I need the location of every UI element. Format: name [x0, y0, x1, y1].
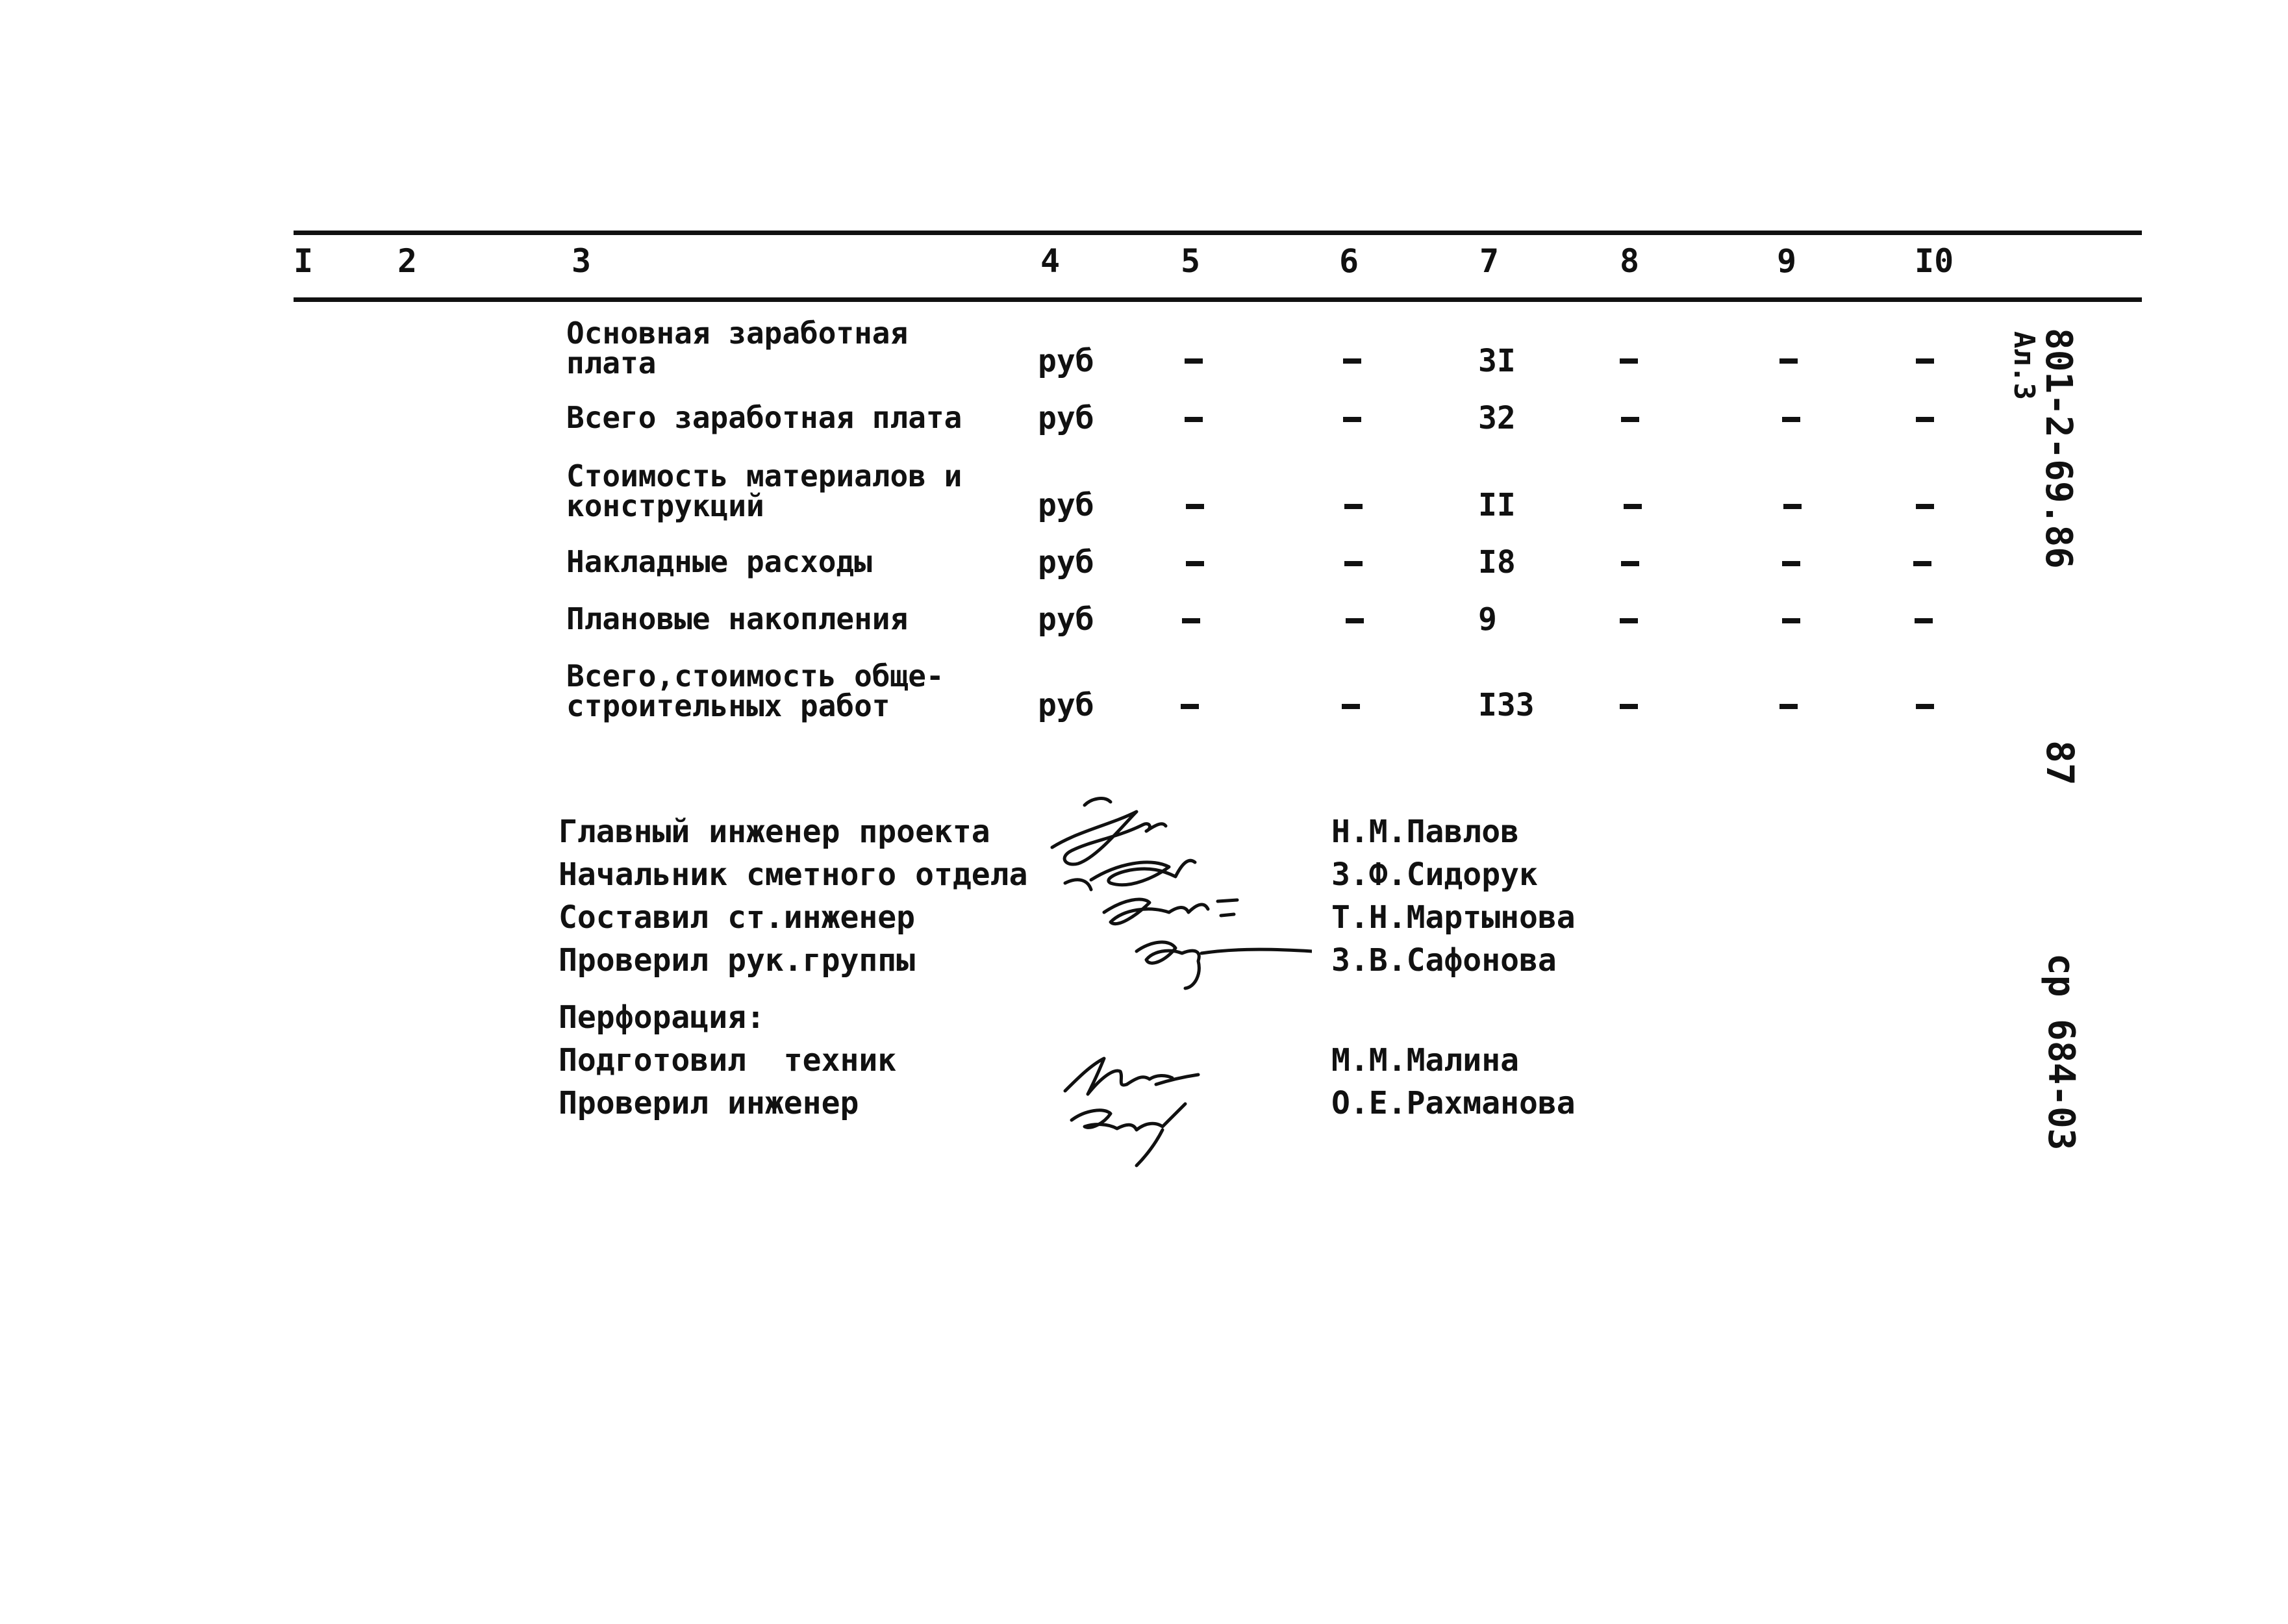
column-header-5: 5 — [1181, 242, 1201, 280]
row-c7-value: 3I — [1478, 343, 1516, 379]
signature-name: Т.Н.Мартынова — [1331, 899, 1576, 936]
handwritten-signatures-upper — [1039, 786, 1312, 1000]
row-c8-dash — [1621, 561, 1639, 566]
handwritten-signatures-lower — [1059, 1039, 1253, 1175]
margin-sheet-code: ср 684-03 — [2040, 953, 2082, 1151]
row-c6-dash — [1344, 561, 1363, 566]
row-label: Стоимость материалов и конструкций — [566, 458, 962, 523]
row-c9-dash — [1782, 417, 1800, 422]
column-header-7: 7 — [1479, 242, 1500, 280]
row-c9-dash — [1782, 561, 1800, 566]
row-c5-dash — [1185, 358, 1203, 364]
margin-page-number: 87 — [2038, 740, 2082, 786]
row-c5-dash — [1186, 504, 1204, 509]
signature-role: Начальник сметного отдела — [559, 856, 1028, 893]
row-label: Накладные расходы — [566, 544, 872, 579]
column-header-3: 3 — [572, 242, 592, 280]
perforation-title: Перфорация: — [559, 999, 765, 1036]
row-c9-dash — [1779, 704, 1798, 709]
row-c7-value: 32 — [1478, 400, 1516, 436]
row-c6-dash — [1343, 358, 1361, 364]
row-c5-dash — [1181, 704, 1199, 709]
row-c10-dash — [1913, 561, 1931, 566]
row-c5-dash — [1182, 618, 1200, 623]
row-c10-dash — [1915, 618, 1933, 623]
signature-name: О.Е.Рахманова — [1331, 1085, 1576, 1121]
row-c9-dash — [1783, 504, 1802, 509]
column-header-9: 9 — [1777, 242, 1797, 280]
row-c7-value: II — [1478, 487, 1516, 523]
column-header-4: 4 — [1040, 242, 1061, 280]
row-label: Всего заработная плата — [566, 400, 962, 435]
row-c7-value: I8 — [1478, 544, 1516, 581]
row-c8-dash — [1620, 358, 1638, 364]
row-unit: руб — [1038, 687, 1094, 723]
row-c9-dash — [1782, 618, 1800, 623]
row-unit: руб — [1038, 343, 1094, 379]
row-c5-dash — [1186, 561, 1204, 566]
margin-document-code: 801-2-69.86 — [2037, 328, 2080, 569]
signature-name: М.М.Малина — [1331, 1042, 1519, 1079]
signature-role: Составил ст.инженер — [559, 899, 916, 936]
row-c6-dash — [1342, 704, 1360, 709]
row-label: Основная заработная плата — [566, 316, 909, 381]
row-label: Плановые накопления — [566, 601, 909, 636]
margin-album-number: Ал.3 — [2007, 331, 2041, 400]
column-header-10: I0 — [1915, 242, 1954, 280]
table-top-rule — [294, 231, 2142, 235]
row-c5-dash — [1185, 417, 1203, 422]
row-unit: руб — [1038, 487, 1094, 523]
row-unit: руб — [1038, 544, 1094, 581]
signature-role: Подготовил техник — [559, 1042, 897, 1079]
column-header-2: 2 — [397, 242, 418, 280]
signature-name: Н.М.Павлов — [1331, 814, 1519, 850]
row-c6-dash — [1344, 504, 1363, 509]
row-c9-dash — [1779, 358, 1798, 364]
column-header-6: 6 — [1339, 242, 1359, 280]
row-label: Всего,стоимость обще- строительных работ — [566, 658, 944, 723]
row-c8-dash — [1621, 417, 1639, 422]
row-c10-dash — [1916, 417, 1934, 422]
row-c7-value: I33 — [1478, 687, 1535, 723]
table-header-rule — [294, 297, 2142, 302]
row-c6-dash — [1343, 417, 1361, 422]
signature-name: З.Ф.Сидорук — [1331, 856, 1538, 893]
signature-role: Главный инженер проекта — [559, 814, 990, 850]
row-c7-value: 9 — [1478, 601, 1497, 638]
signature-role: Проверил рук.группы — [559, 942, 916, 979]
row-c8-dash — [1620, 618, 1638, 623]
row-c10-dash — [1916, 358, 1934, 364]
row-c8-dash — [1620, 704, 1638, 709]
row-c6-dash — [1346, 618, 1364, 623]
column-header-1: I — [294, 242, 314, 280]
signature-role: Проверил инженер — [559, 1085, 859, 1121]
row-c10-dash — [1916, 704, 1934, 709]
row-unit: руб — [1038, 601, 1094, 638]
column-header-8: 8 — [1620, 242, 1640, 280]
row-c8-dash — [1624, 504, 1642, 509]
row-c10-dash — [1916, 504, 1934, 509]
signature-name: З.В.Сафонова — [1331, 942, 1557, 979]
row-unit: руб — [1038, 400, 1094, 436]
